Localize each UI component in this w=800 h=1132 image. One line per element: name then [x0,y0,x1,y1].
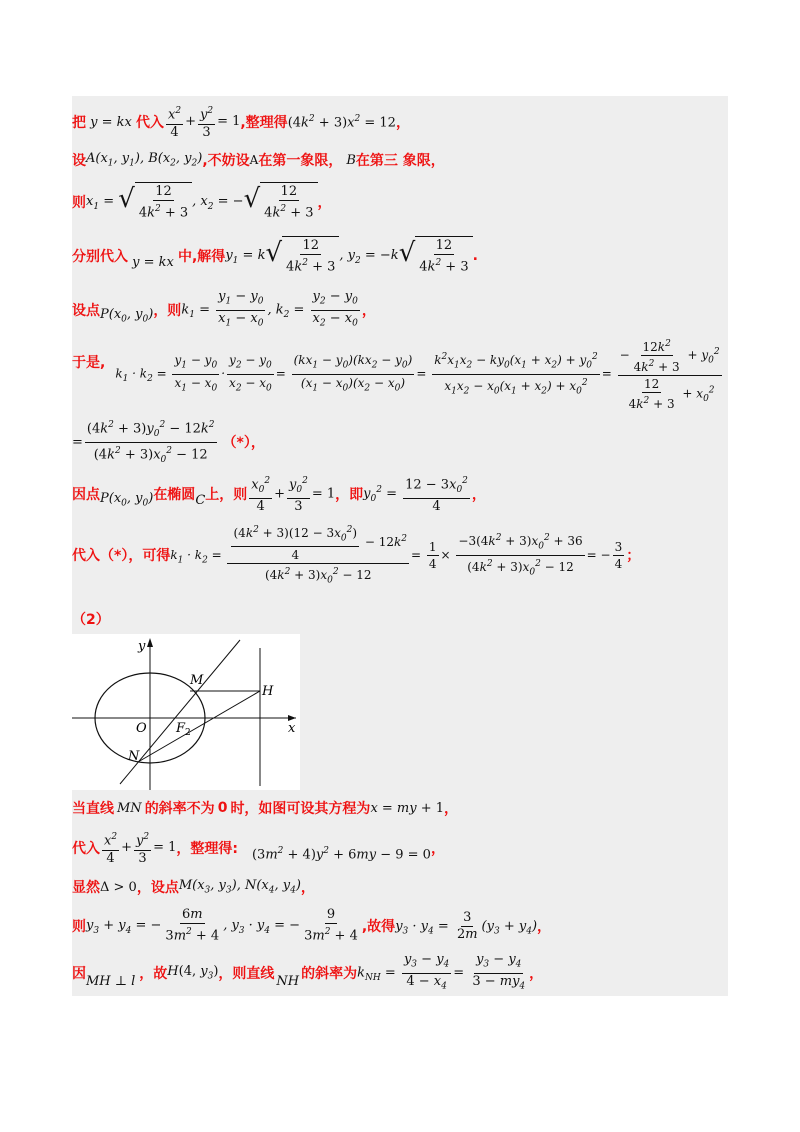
line-10 [72,608,110,630]
line-13 [72,874,315,900]
math: MH ⊥ l [86,973,136,989]
text: ， [471,487,486,503]
line-5 [72,290,376,330]
ellipse-diagram [72,634,300,790]
text: ； [626,548,641,564]
text: 当直线 [72,801,114,817]
math: $k_1 \cdot k_2$ = $\frac{y_1 - y_0}{x_1 - x_0}$ · $\frac{y_2 - y_0}{x_2 - x_0}$ = $\frac{(kx_1 - y_0)(kx_2 - y_0)}{(x_1 - x_0)(x_2 - x_0)}$ = $\frac{k^2x_1x_2 - ky_0(x_1 + x_2) + y_0^2}{x_1x_2 - x_0(x_1 + x_2) + x_0^2}$ = − $\frac{12k^2}{4k^2 + 3}$ + $y_0^2$ $\frac{12}{4k^2 + 3}$ + $x_0^2$ [115,336,723,412]
math: y = kx [128,254,178,270]
math: $y_0^2$ = $\frac{12 - 3x_0^2}{4}$ [363,473,472,515]
line-4 [72,234,478,278]
math: $\frac{x^2}{4}$ + $\frac{y^2}{3}$ = 1 [164,103,240,140]
text: 因 [72,966,86,982]
text: ， [300,880,315,896]
math: = $\frac{(4k^2 + 3)y_0^2 - 12k^2}{(4k^2 + 3)x_0^2 - 12}$ [72,417,219,468]
text: ， [430,841,445,857]
math: C [195,492,206,508]
text: 则 [72,919,86,935]
text: 在第三 象限， [355,153,445,169]
text: ，设点 [136,880,179,896]
math: $x_1$ = √ $\frac{12}{4k^2 + 3}$ , $x_2$ = − √ $\frac{12}{4k^2 + 3}$ [86,182,318,221]
math: $P(x_0$, $y_0$) [100,491,154,509]
math: $k_{NH}$ = $\frac{y_3 - y_4}{4 - x_4}$ = $\frac{y_3 - y_4}{3 - my_4}$ [357,951,526,992]
text: 设 [72,153,86,169]
label-n: N [128,749,140,764]
label-o: O [136,721,147,736]
text: ， [444,801,459,817]
math: MN [117,800,142,816]
math: $P(x_0$, $y_0$) [100,307,154,325]
label-m: M [190,673,204,688]
math: $k_1 \cdot k_2$ = $\frac{(4k^2 + 3)(12 - 3x_0^2)}{4}$ − $12k^2$ $(4k^2 + 3)x_0^2 - 12$ = $\frac{1}{4}$ × $\frac{-3(4k^2 + 3)x_0^2 + 36}{(4k^2 + 3)x_0^2 - 12}$ = − $\frac{3}{4}$ [170,522,626,589]
math: $\frac{x_0^2}{4}$ + $\frac{y_0^2}{3}$ = 1 [247,473,335,515]
math: NH [276,973,300,989]
text: ,不妨设 [202,153,250,169]
math: $M(x_3$, $y_3$), $N(x_4$, $y_4$) [178,878,301,896]
text: ， [537,919,552,935]
segment-nh [138,691,260,762]
line-3 [72,180,332,224]
text: 上，则 [205,487,248,503]
label-h: H [262,684,274,699]
text: 代入 [72,841,100,857]
label-x: x [288,721,296,736]
math: $\frac{x^2}{4}$ + $\frac{y^2}{3}$ = 1 [100,829,176,866]
text: 显然 [72,880,100,896]
line-14 [72,906,551,946]
line-8 [72,474,486,514]
text: 在第一象限， [258,153,343,169]
math: $y_1 = k$ √ $\frac{12}{4k^2 + 3}$ , $y_2 = -k$ √ $\frac{12}{4k^2 + 3}$ [225,236,472,275]
y-arrow-icon [147,638,153,647]
ellipse-figure [72,634,300,790]
text: 代入 [135,115,164,131]
line-12 [72,828,445,868]
text: 于是, [72,355,106,371]
math: y = kx [86,114,136,130]
text: 代入（*），可得 [72,548,171,564]
text: ,整理得 [240,115,288,131]
text: ，整理得: [176,841,238,857]
math: x = my + 1 [370,800,445,816]
text: 0 [217,800,228,816]
text: 的斜率为 [301,966,358,982]
math: $y_3 + y_4$ = − $\frac{6m}{3m^2 + 4}$ , $y_3 \cdot y_4$ = − $\frac{9}{3m^2 + 4}$ [86,907,358,944]
line-9 [72,520,640,590]
text: ，即 [335,487,364,503]
math: $A(x_1$, $y_1$), $B(x_2$, $y_2$) [86,151,203,169]
line-6 [72,338,724,410]
line-1 [72,102,410,142]
solution-panel [72,96,728,996]
label-y: y [138,639,146,654]
text: ，则直线 [218,966,275,982]
text: 的斜率不为 [144,801,215,817]
text: 分别代入 [72,249,128,265]
math: B [346,152,356,168]
text: ，故 [139,966,168,982]
line-15 [72,952,543,994]
text: 设点 [72,303,100,319]
math: H(4, $y_3$) [167,964,219,982]
part-label: （2） [72,612,110,628]
line-7 [72,420,265,464]
text: . [472,248,478,264]
math: $k_1$ = $\frac{y_1 - y_0}{x_1 - x_0}$ , $k_2$ = $\frac{y_2 - y_0}{x_2 - x_0}$ [181,288,358,329]
text: ， [395,115,410,131]
text: ， [317,195,332,211]
text: ， [361,303,376,319]
text: 在椭圆 [153,487,196,503]
math: Δ > 0 [100,879,137,895]
text: ， [529,966,544,982]
text: ,故得 [361,919,396,935]
text: 因点 [72,487,100,503]
math: $(4k^2 + 3)x^2 = 12$ [287,113,396,131]
text: 时，如图可设其方程为 [230,801,371,817]
text: 把 [72,115,86,131]
line-11 [72,796,458,820]
line-2 [72,146,445,174]
math: A [249,153,259,167]
text: 中,解得 [177,249,226,265]
text: ，则 [153,303,182,319]
label-f: $F_2$ [176,721,191,738]
math: $y_3 \cdot y_4$ = $\frac{3}{2m}$ $(y_3 + y_4)$ [395,909,538,942]
text: 则 [72,195,86,211]
math: $(3m^2 + 4)y^2 + 6my - 9 = 0$ [251,845,431,863]
text: （*）， [222,435,265,451]
